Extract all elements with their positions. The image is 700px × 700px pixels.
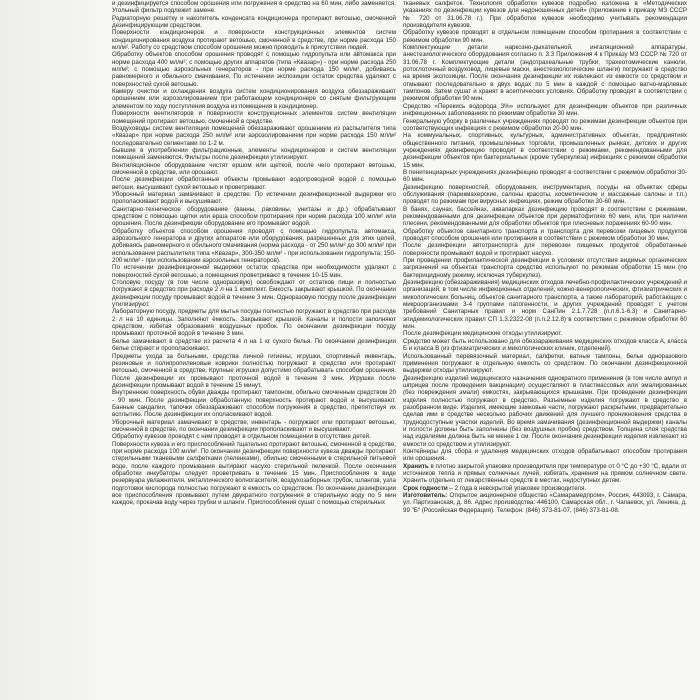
- paragraph: Уборочный материал замачивают в средстве, инвентарь - погружают или протирают ветошью, смоченной в средстве, по окончании дезинфекции прополаскивают и высушивают.: [112, 418, 396, 433]
- paragraph: Предметы ухода за больными, средства личной гигиены, игрушки, спортивный инвентарь, резиновые и полипропиленовые коврики полностью погружают в средство или протирают ветошью, смоченной в средстве. Крупные игрушки допустимо обрабатывать способом орошения. После дезинфекции их промывают проточной водой в течение 3 мин. Игрушки после дезинфекции промывают водой в течение 15 минут.: [112, 352, 396, 389]
- paragraph: Обработку кувезов проводят в отдельном помещении способом протирания в соответствии с режимом обработки 90 мин.: [403, 29, 687, 44]
- paragraph: Комплектующие детали наркозно-дыхательной, ингаляционной аппаратуры, анестезиологического оборудования согласно п. 3.3 Приложения 4 к Приказу МЗ СССР № 720 от 31.06.78 г. Комплектующие детали (эндотрахеальные трубки, трахеотомические канюли, ротоглоточный воздуховод, лицевые маски, анестезиологические шланги) погружают в средство на время экспозиции. После окончания дезинфекции их извлекают из емкости со средством и отмывают последовательно в двух водах по 5 мин в каждой с помощью ватно-марлевых тампонов. Затем сушат и хранят в асептических условиях. Обработку проводят в соответствии с режимом обработки 90 мин.: [403, 44, 687, 103]
- paragraph: В банях, саунах, бассейнах, аквапарках дезинфекцию проводят в соответствии с режимами, рекомендованными для дезинфекции объектов при дерматофитиях 60 мин, или, при наличии плесени, рекомендованными для обработки объектов при плесневых поражениях 60-90 мин.: [403, 205, 687, 228]
- paragraph: и дезинфицируется способом орошения или погружения в средство на 60 мин, либо заменяется. Угольный фильтр подлежит замене.: [112, 0, 396, 15]
- paragraph: По истечении дезинфекционной выдержки остаток средства при необходимости удаляют с поверхностей сухой ветошью, а помещения проветривают в течение 10-15 мин.: [112, 264, 396, 279]
- paragraph: Обработку объектов способом орошения проводят с помощью гидропульта или автомакса при норме расхода 400 мл/м²; с помощью других аппаратов (типа «Квазар») - при норме расхода 250 мл/м²; с помощью аэрозольных генераторов - при норме расхода 150 мл/м², добиваясь равномерного и обильного смачивания. По истечении экспозиции остаток средства удаляют с поверхностей сухой ветошью.: [112, 51, 396, 88]
- paragraph: При проведении профилактической дезинфекции в условиях отсутствия видимых органических загрязнений на объектах транспорта средство используют по режимам обработки 15 мин (по бактерицидному режиму, исключая туберкулез).: [403, 257, 687, 279]
- paragraph: Обработку объектов санитарного транспорта и транспорта для перевозки пищевых продуктов проводят способом орошения или протирания в соответствии с режимом обработки 30 мин.: [403, 227, 687, 242]
- paragraph: Средство «Перекись водорода 3%» используют для дезинфекции объектов при различных инфекционных заболеваниях по режимам обработки 30 мин.: [403, 102, 687, 118]
- paragraph: Воздуховоды систем вентиляции помещений обеззараживают орошением из распылителя типа «Квазар» при норме расхода 250 мл/м² или аэрозолированием при норме расхода 150 мл/м² последовательно сегментами по 1-2 м.: [112, 124, 396, 147]
- manufacturer-label: Изготовитель:: [403, 492, 448, 500]
- paragraph: Поверхности кувеза и его приспособлений тщательно протирают ветошью, смоченной в средстве, при норме расхода 100 мл/м². По окончании дезинфекции поверхности кувеза дважды протирают стерильными тканевыми салфетками (пеленками), обильно смоченными в стерильной питьевой воде, после каждого промывания вытирают насухо стерильной пеленкой. После окончания обработки инкубаторы следует проветривать в течение 15 мин. Приспособления в виде резервуара увлажнителя, металлического волногасителя, воздухозаборных трубок, шлангов, узла подготовки кислорода полностью погружают в емкость со средством. По окончании дезинфекции все приспособления промывают путем двукратного погружения в стерильную воду по 5 мин каждое, прокачав воду через трубки и шланги. Приспособления сушат с помощью стерильных: [112, 440, 396, 507]
- right-text-column: [403, 0, 687, 514]
- paragraph: Радиаторную решетку и накопитель конденсата кондиционера протирают ветошью, смоченной дезинфицирующим средством.: [112, 14, 396, 30]
- paragraph: Генеральную уборку в различных учреждениях проводят по режимам дезинфекции объектов при соответствующих инфекциях с режимом обработки 20-90 мин.: [403, 117, 687, 132]
- paragraph: Средство может быть использовано для обеззараживания медицинских отходов класса А, класса Б и класса В (из фтизиатрических и микологических клиник, отделений).: [403, 337, 687, 353]
- paragraph: Использованный перевязочный материал, салфетки, ватные тампоны, белье одноразового применения погружают в отдельную емкость со средством. По окончании дезинфекционной выдержки отходы утилизируют.: [403, 352, 687, 375]
- paragraph: Белье замачивают в средстве из расчета 4 л на 1 кг сухого белья. По окончании дезинфекции белье стирают и прополаскивают.: [112, 337, 396, 353]
- manufacturer-text: Открытое акционерное общество «Самарамедпром», Россия, 443093, г. Самара, ул. Партизанская, д. 86. Адрес производства: 446100, Самарская обл., г. Чапаевск, ул. Ленина, д. 99 "Б" (Российская Федерация). Телефон: (846) 373-81-07, (846) 373-81-08.: [403, 492, 687, 514]
- manufacturer-paragraph: [403, 492, 687, 514]
- paragraph: После дезинфекции обработанные объекты промывают водопроводной водой с помощью ветоши, высушивают сухой ветошью и проветривают.: [112, 176, 396, 191]
- paragraph: Вентиляционное оборудование чистят ершом или щеткой, после чего протирают ветошью, смоченной в средстве, или орошают.: [112, 161, 396, 176]
- paragraph: Поверхности вентиляторов и поверхности конструкционных элементов систем вентиляции помещений протирают ветошью, смоченной в средстве.: [112, 110, 396, 125]
- paragraph: После дезинфекции медицинские отходы утилизируют.: [403, 330, 563, 338]
- storage-text: в плотно закрытой упаковке производителя при температуре от 0 °С до +30 °С, вдали от источников тепла и прямых солнечных лучей, избегать хранения на прямом солнечном свете. Хранить отдельно от лекарственных средств в местах, недоступных детям.: [403, 462, 687, 485]
- paragraph: Бывшие в употреблении фильтрационные, элементы кондиционеров и систем вентиляции помещений заменяются. Фильтры после дезинфекции утилизируют.: [112, 146, 396, 162]
- paragraph: Дезинфекцию изделий медицинского назначения однократного применения (в том числе ампул и шприцев после проведения вакцинации) осуществляют в пластмассовых или эмалированных (без повреждения эмали) емкостях, закрывающихся крышками. При проведении дезинфекции изделия полностью погружают в средство. Разъемные изделия погружают в средство в разобранном виде. Изделия, имеющие замковые части, погружают раскрытыми, предварительно сделав ими в средстве несколько рабочих движений для лучшего проникновения средства в труднодоступные участки изделий. Во время замачивания (дезинфекционной выдержки) каналы и полости должны быть заполнены (без воздушных пробок) средством. Толщина слоя средства над изделиями должна быть не менее 1 см. После окончания дезинфекции изделия извлекают из емкости со средством и утилизируют.: [403, 374, 687, 448]
- paragraph: На коммунальных, спортивных, культурных, административных объектах, предприятиях общественного питания, промышленных торговли, промышленных рынках, детских и других учреждениях дезинфекцию проводят в соответствии с режимами, рекомендованными для дезинфекции объектов при бактериальных (кроме туберкулеза) инфекциях с режимом обработки 15 мин.: [403, 132, 687, 169]
- storage-label: Хранить: [403, 462, 429, 470]
- paragraph: Дезинфекцию (обеззараживания) медицинских отходов лечебно-профилактических учреждений и организаций, в том числе инфекционных отделений, кожно-венерологических, фтизиатрических и микологических больниц, объектов санитарного транспорта, а также лабораторий, работающих с микроорганизмами 3-4 группами патогенности, и других учреждений проводят с учетом требований Санитарных правил и норм СанПин 2.1.7.728 (п.п.6.1-6.3) и Санитарно-эпидемиологических правил СП 1.3.2322-08 (п.п.2.12.8) в соответствии с режимом обработки 60 мин.: [403, 279, 687, 331]
- paragraph: В пенитенциарных учреждениях дезинфекцию проводят в соответствии с режимом обработки 30-60 мин.: [403, 168, 687, 184]
- right-paragraphs: [403, 0, 687, 463]
- paragraph: тканевых салфеток. Технология обработки кувезов подробно изложена в «Методических указаниях по дезинфекции кувезов для недоношенных детей» (приложение к приказу МЗ СССР № 720 от 31.06.78 г.). При обработке кувезов необходимо учитывать рекомендации производителя кувезов.: [403, 0, 687, 30]
- paragraph: Дезинфекцию поверхностей, оборудования, инструментария, посуды на объектах сферы обслуживания (парикмахерские, салоны красоты, косметические и массажные салоны и т.п.) проводят по режимам при вирусных инфекциях, режим обработки 30-60 мин.: [403, 183, 687, 206]
- paragraph: Обработку кувезов проводят с ним проводят в отдельном помещении в отсутствие детей.: [112, 433, 371, 441]
- shelf-life-text: – 2 года в невскрытой упаковке производителя.: [449, 484, 587, 492]
- paragraph: Уборочный материал замачивают в средстве. По истечении дезинфекционной выдержки его прополаскивают водой и высушивают.: [112, 190, 396, 206]
- paragraph: Столовую посуду (в том числе одноразовую) освобождают от остатков пищи и полностью погружают в средство при расходе 2 л на 1 комплект. Емкость закрывают крышкой. По окончании дезинфекции посуду промывают водой в течение 3 мин. Одноразовую посуду после дезинфекции утилизируют.: [112, 279, 396, 309]
- paragraph: Контейнеры для сбора и удаления медицинских отходов обрабатывают способом протирания или орошения.: [403, 447, 687, 463]
- paragraph: Лабораторную посуду, предметы для мытья посуды полностью погружают в средство при расходе 2 л на 10 единицы. Заполняют ёмкость. Закрывают крышкой. Каналы и полости заполняют средством, избегая образования воздушных пробок. По окончании дезинфекции посуду промывают проточной водой в течение 3 мин.: [112, 308, 396, 338]
- paragraph: Обработку объектов способом орошения проводят с помощью гидропульта, автомакса, аэрозольного генератора и других аппаратов или оборудования, разрешенных для этих целей, добиваясь равномерного и обильного смачивания (норма расхода - от 250 мл/м² до 300 мл/м² при использовании распылителя типа «Квазар», 300-350 мл/м² - при использовании гидропульта; 150-200 мл/м² - при использовании аэрозольных генераторов).: [112, 227, 396, 265]
- storage-paragraph: [403, 463, 687, 485]
- shelf-life-paragraph: [403, 485, 687, 492]
- paragraph: Поверхности кондиционеров и поверхности конструкционных элементов систем кондиционирования воздуха протирают ветошью, смоченной в средстве, при норме расхода 150 мл/м². Работу со средством способом орошения можно проводить в присутствии людей.: [112, 29, 396, 52]
- left-text-column: [112, 0, 396, 507]
- paragraph: После дезинфекции автотранспорта для перевозки пищевых продуктов обработанные поверхности промывают водой и протирают насухо.: [403, 242, 687, 257]
- paragraph: Камеру очистки и охлаждения воздуха систем кондиционирования воздуха обеззараживают орошением или аэрозолированием при работающем кондиционере со снятым фильтрующим элементом по ходу поступления воздуха из помещения в кондиционер.: [112, 88, 396, 110]
- shelf-life-label: Срок годности: [403, 484, 448, 492]
- paragraph: Внутреннюю поверхность обуви дважды протирают тампоном, обильно смоченным средством 20 - 90 мин. После дезинфекции обработанную поверхность протирают водой и высушивают. Банные сандалии, тапочки обеззараживают способом погружения в средство, препятствуя их всплытию. После дезинфекции их ополаскивают водой.: [112, 389, 396, 419]
- page-shadow: [0, 0, 112, 700]
- paragraph: Санитарно-техническое оборудование (ванны, раковины, унитазы и др.) обрабатывают средством с помощью щетки или ерша способом протирания при норме расхода 100 мл/м² или орошения. После дезинфекции оборудование его промывают водой.: [112, 205, 396, 228]
